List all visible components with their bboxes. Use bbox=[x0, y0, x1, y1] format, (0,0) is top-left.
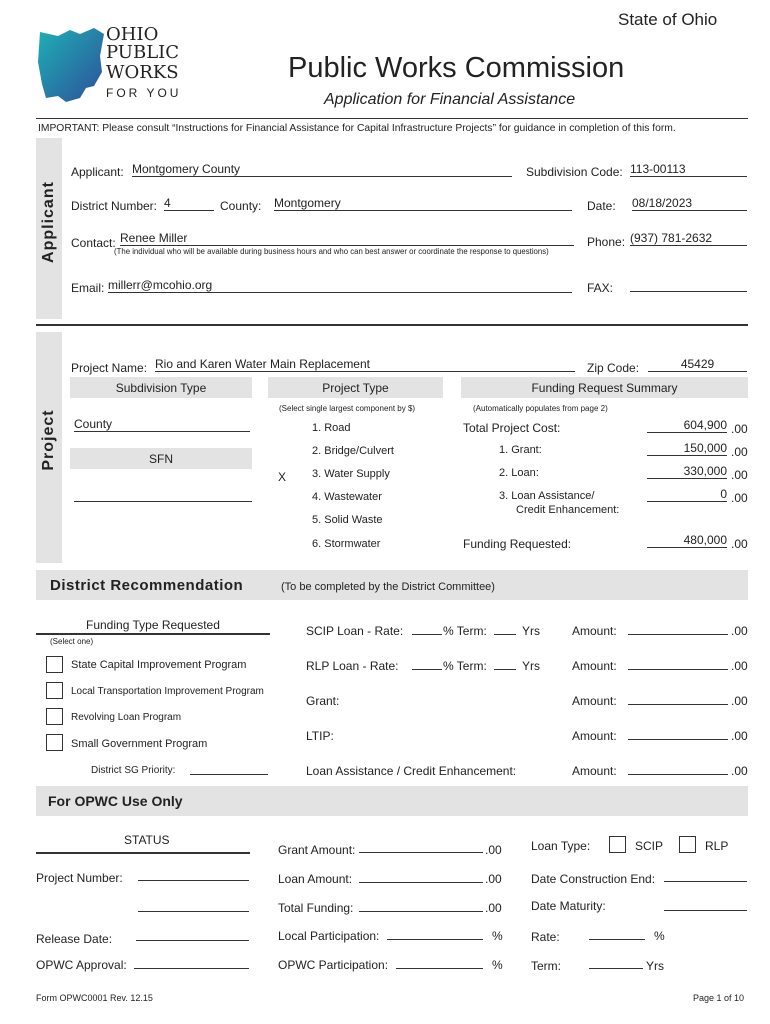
project-type-stormwater[interactable]: 6. Stormwater bbox=[312, 538, 381, 550]
page-number: Page 1 of 10 bbox=[693, 993, 745, 1003]
local-participation-pct: % bbox=[492, 929, 503, 943]
term-field[interactable] bbox=[589, 968, 643, 969]
loan-assistance-credit-label: Loan Assistance / Credit Enhancement: bbox=[306, 764, 517, 778]
rlp-term-label: % Term: bbox=[443, 659, 487, 673]
zip-code-field[interactable]: 45429 bbox=[648, 357, 747, 372]
credit-enhancement-label: Credit Enhancement: bbox=[516, 504, 620, 516]
status-rule bbox=[36, 852, 250, 854]
rlp-term-field[interactable] bbox=[494, 669, 516, 670]
loan-field[interactable]: 330,000 bbox=[647, 464, 727, 479]
rate-pct: % bbox=[654, 929, 665, 943]
release-date-field[interactable] bbox=[136, 940, 249, 941]
contact-label: Contact: bbox=[71, 236, 116, 250]
total-cost-field[interactable]: 604,900 bbox=[647, 418, 727, 433]
district-title: District Recommendation bbox=[50, 577, 244, 594]
loan-amount-label: Loan Amount: bbox=[278, 872, 353, 886]
total-cost-cents: .00 bbox=[731, 422, 748, 436]
page-subtitle: Application for Financial Assistance bbox=[324, 91, 576, 108]
loan-amount-field[interactable] bbox=[359, 882, 483, 883]
total-funding-cents: .00 bbox=[485, 901, 502, 915]
opwc-approval-label: OPWC Approval: bbox=[36, 958, 127, 972]
contact-field[interactable]: Renee Miller bbox=[120, 231, 574, 246]
local-participation-field[interactable] bbox=[387, 939, 483, 940]
page-title: Public Works Commission bbox=[288, 52, 625, 84]
subdivision-code-label: Subdivision Code: bbox=[526, 165, 623, 179]
district-grant-amount-field[interactable] bbox=[628, 704, 728, 705]
date-maturity-label: Date Maturity: bbox=[531, 899, 606, 913]
ohio-map-icon bbox=[36, 26, 106, 104]
sfn-field[interactable] bbox=[74, 501, 252, 502]
opwc-participation-field[interactable] bbox=[396, 968, 483, 969]
sfn-label: SFN bbox=[149, 452, 173, 466]
county-field[interactable]: Montgomery bbox=[274, 196, 572, 211]
small-government-checkbox[interactable] bbox=[46, 734, 63, 751]
district-grant-cents: .00 bbox=[731, 694, 748, 708]
scip-yrs-label: Yrs bbox=[522, 624, 540, 638]
project-type-selected-mark: X bbox=[278, 470, 287, 484]
date-construction-end-field[interactable] bbox=[664, 881, 747, 882]
project-section-label: Project bbox=[40, 409, 57, 471]
rate-label: Rate: bbox=[531, 930, 560, 944]
district-grant-label: Grant: bbox=[306, 694, 340, 708]
ltip-amount-field[interactable] bbox=[628, 739, 728, 740]
loan-assistance-field[interactable]: 0 bbox=[647, 487, 727, 502]
rate-field[interactable] bbox=[589, 939, 645, 940]
ltip-program-checkbox[interactable] bbox=[46, 682, 63, 699]
opwc-approval-field[interactable] bbox=[134, 968, 249, 969]
date-construction-end-label: Date Construction End: bbox=[531, 872, 656, 886]
scip-amount-field[interactable] bbox=[628, 634, 728, 635]
logo-line-ohio: OHIO bbox=[106, 24, 159, 45]
rlp-yrs-label: Yrs bbox=[522, 659, 540, 673]
email-field[interactable]: millerr@mcohio.org bbox=[108, 278, 572, 293]
scip-program-label: State Capital Improvement Program bbox=[71, 659, 247, 671]
phone-field[interactable]: (937) 781-2632 bbox=[630, 231, 747, 246]
loan-assistance-amount-label: Amount: bbox=[572, 764, 617, 778]
grant-cents: .00 bbox=[731, 445, 748, 459]
small-government-label: Small Government Program bbox=[71, 738, 208, 750]
grant-amount-label: Grant Amount: bbox=[278, 843, 356, 857]
ohio-public-works-logo bbox=[36, 24, 186, 106]
ltip-amount-cents: .00 bbox=[731, 729, 748, 743]
scip-term-label: % Term: bbox=[443, 624, 487, 638]
subdivision-type-header: Subdivision Type bbox=[115, 381, 207, 395]
important-note: IMPORTANT: Please consult “Instructions for Financial Assistance for Capital Infrastructure Projects” for guidance in completion of this form. bbox=[38, 123, 676, 134]
contact-note: (The individual who will be available during business hours and who can best answer or coordinate the response to questions) bbox=[114, 247, 549, 256]
applicant-field[interactable]: Montgomery County bbox=[132, 162, 512, 177]
revolving-loan-checkbox[interactable] bbox=[46, 708, 63, 725]
opwc-participation-label: OPWC Participation: bbox=[278, 958, 389, 972]
scip-loan-rate-label: SCIP Loan - Rate: bbox=[306, 624, 404, 638]
project-number-field-2[interactable] bbox=[138, 911, 249, 912]
funding-type-rule bbox=[36, 633, 270, 635]
fax-label: FAX: bbox=[587, 281, 614, 295]
logo-line-works: WORKS bbox=[106, 62, 179, 83]
scip-amount-label: Amount: bbox=[572, 624, 617, 638]
funding-requested-field[interactable]: 480,000 bbox=[647, 533, 727, 548]
grant-label: 1. Grant: bbox=[499, 444, 542, 456]
applicant-section-label: Applicant bbox=[40, 181, 57, 263]
loan-cents: .00 bbox=[731, 468, 748, 482]
fax-field[interactable] bbox=[630, 291, 747, 292]
county-label: County: bbox=[220, 199, 262, 213]
loan-assistance-amount-field[interactable] bbox=[628, 774, 728, 775]
loan-amount-cents: .00 bbox=[485, 872, 502, 886]
ltip-amount-label: Amount: bbox=[572, 729, 617, 743]
funding-summary-header: Funding Request Summary bbox=[531, 381, 678, 395]
rlp-amount-cents: .00 bbox=[731, 659, 748, 673]
rlp-amount-field[interactable] bbox=[628, 669, 728, 670]
scip-rate-field[interactable] bbox=[412, 634, 442, 635]
district-number-field[interactable]: 4 bbox=[164, 196, 214, 211]
form-id: Form OPWC0001 Rev. 12.15 bbox=[36, 993, 153, 1003]
grant-amount-field[interactable] bbox=[359, 852, 483, 853]
project-number-label: Project Number: bbox=[36, 871, 123, 885]
district-note: (To be completed by the District Committee) bbox=[281, 581, 495, 593]
loan-assistance-amount-cents: .00 bbox=[731, 764, 748, 778]
local-participation-label: Local Participation: bbox=[278, 929, 380, 943]
opwc-title: For OPWC Use Only bbox=[48, 793, 183, 809]
ltip-program-label: Local Transportation Improvement Program bbox=[71, 686, 264, 697]
funding-requested-label: Funding Requested: bbox=[463, 537, 572, 551]
scip-loan-type-label: SCIP bbox=[635, 839, 664, 853]
ltip-label: LTIP: bbox=[306, 729, 334, 743]
sg-priority-field[interactable] bbox=[190, 774, 268, 775]
loan-type-label: Loan Type: bbox=[531, 839, 591, 853]
phone-label: Phone: bbox=[587, 235, 626, 249]
project-type-note: (Select single largest component by $) bbox=[279, 404, 416, 413]
date-field[interactable]: 08/18/2023 bbox=[632, 196, 747, 211]
header-rule bbox=[36, 118, 748, 119]
opwc-participation-pct: % bbox=[492, 958, 503, 972]
funding-requested-cents: .00 bbox=[731, 537, 748, 551]
project-type-wastewater[interactable]: 4. Wastewater bbox=[312, 491, 382, 503]
grant-field[interactable]: 150,000 bbox=[647, 441, 727, 456]
district-number-label: District Number: bbox=[71, 199, 158, 213]
funding-type-header: Funding Type Requested bbox=[86, 618, 220, 632]
select-one-note: (Select one) bbox=[50, 637, 94, 646]
scip-loan-type-checkbox[interactable] bbox=[609, 836, 626, 853]
release-date-label: Release Date: bbox=[36, 932, 113, 946]
date-maturity-field[interactable] bbox=[664, 910, 747, 911]
date-label: Date: bbox=[587, 199, 616, 213]
applicant-label: Applicant: bbox=[71, 165, 124, 179]
total-funding-field[interactable] bbox=[359, 911, 483, 912]
project-type-header: Project Type bbox=[322, 381, 389, 395]
project-name-field[interactable]: Rio and Karen Water Main Replacement bbox=[155, 357, 575, 372]
rlp-amount-label: Amount: bbox=[572, 659, 617, 673]
project-type-solid-waste[interactable]: 5. Solid Waste bbox=[312, 514, 383, 526]
subdivision-code-field[interactable]: 113-00113 bbox=[630, 162, 747, 177]
revolving-loan-label: Revolving Loan Program bbox=[71, 712, 182, 723]
scip-amount-cents: .00 bbox=[731, 624, 748, 638]
status-header: STATUS bbox=[124, 833, 170, 847]
project-type-bridge[interactable]: 2. Bridge/Culvert bbox=[312, 445, 394, 457]
scip-term-field[interactable] bbox=[494, 634, 516, 635]
applicant-bottom-rule bbox=[36, 324, 748, 326]
term-label: Term: bbox=[531, 959, 561, 973]
rlp-loan-type-label: RLP bbox=[705, 839, 729, 853]
email-label: Email: bbox=[71, 281, 105, 295]
scip-program-checkbox[interactable] bbox=[46, 656, 63, 673]
loan-label: 2. Loan: bbox=[499, 467, 539, 479]
rlp-rate-field[interactable] bbox=[412, 669, 442, 670]
rlp-loan-type-checkbox[interactable] bbox=[679, 836, 696, 853]
state-label: State of Ohio bbox=[618, 10, 718, 29]
loan-assistance-cents: .00 bbox=[731, 491, 748, 505]
total-funding-label: Total Funding: bbox=[278, 901, 354, 915]
project-number-field[interactable] bbox=[138, 880, 249, 881]
grant-amount-cents: .00 bbox=[485, 843, 502, 857]
subdivision-type-field[interactable]: County bbox=[74, 417, 250, 432]
funding-note: (Automatically populates from page 2) bbox=[473, 404, 608, 413]
logo-line-public: PUBLIC bbox=[106, 42, 180, 63]
total-cost-label: Total Project Cost: bbox=[463, 421, 561, 435]
project-type-road[interactable]: 1. Road bbox=[312, 422, 351, 434]
project-type-water-supply[interactable]: 3. Water Supply bbox=[312, 468, 390, 480]
logo-line-for-you: FOR YOU bbox=[106, 86, 182, 100]
sg-priority-label: District SG Priority: bbox=[91, 765, 176, 776]
term-yrs: Yrs bbox=[646, 959, 664, 973]
loan-assistance-label: 3. Loan Assistance/ bbox=[499, 490, 595, 502]
project-name-label: Project Name: bbox=[71, 361, 148, 375]
rlp-loan-rate-label: RLP Loan - Rate: bbox=[306, 659, 399, 673]
district-grant-amount-label: Amount: bbox=[572, 694, 617, 708]
zip-code-label: Zip Code: bbox=[587, 361, 640, 375]
